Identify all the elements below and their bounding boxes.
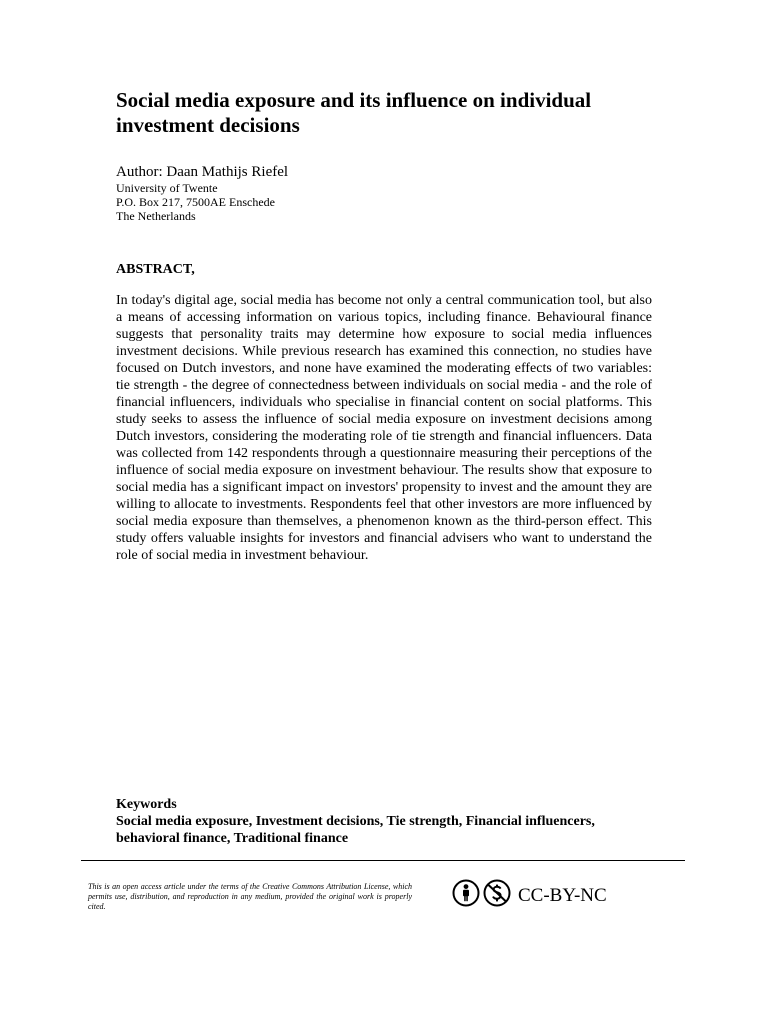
paper-title: Social media exposure and its influence on individual investment decisions [116, 88, 592, 137]
author-name: Author: Daan Mathijs Riefel [116, 164, 289, 180]
affiliation-university: University of Twente [116, 181, 218, 195]
footer-divider [81, 860, 685, 861]
cc-license-badge [452, 876, 607, 910]
cc-noncommercial-icon [483, 879, 511, 907]
affiliation-country: The Netherlands [116, 209, 196, 223]
author-block [116, 163, 656, 223]
keywords-heading: Keywords [116, 797, 177, 812]
license-notice: This is an open access article under the terms of the Creative Commons Attribution License, which permits use, distribution, and reproduction in any medium, provided the original work is properly cited. [88, 882, 412, 911]
keywords-section [116, 796, 656, 847]
cc-by-attribution-icon [452, 879, 480, 907]
abstract-body: In today's digital age, social media has become not only a central communication tool, but also a means of accessing information on various topics, including finance. Behavioural finance suggests that personality traits may determine how exposure to social media influences investment decisions. While previous research has examined this connection, no studies have focused on Dutch investors, and none have examined the moderating effects of two variables: tie strength - the degree of connectedness between individuals on social media - and the role of financial influencers, individuals who specialise in financial content on social platforms. This study seeks to assess the influence of social media exposure on investment decisions among Dutch investors, considering the moderating role of tie strength and financial influencers. Data was collected from 142 respondents through a questionnaire measuring their perceptions of the influence of social media exposure on investment behaviour. The results show that exposure to social media has a significant impact on investors' propensity to invest and the amount they are willing to allocate to investments. Respondents feel that other investors are more influenced by social media exposure than themselves, a phenomenon known as the third-person effect. This study offers valuable insights for investors and financial advisers who want to understand the role of social media in investment behaviour. [116, 293, 652, 563]
abstract-heading: ABSTRACT, [116, 262, 195, 277]
cc-license-label: CC-BY-NC [518, 885, 607, 906]
affiliation-address: P.O. Box 217, 7500AE Enschede [116, 195, 275, 209]
keywords-list: Social media exposure, Investment decisions, Tie strength, Financial influencers, behavioral finance, Traditional finance [116, 814, 595, 846]
